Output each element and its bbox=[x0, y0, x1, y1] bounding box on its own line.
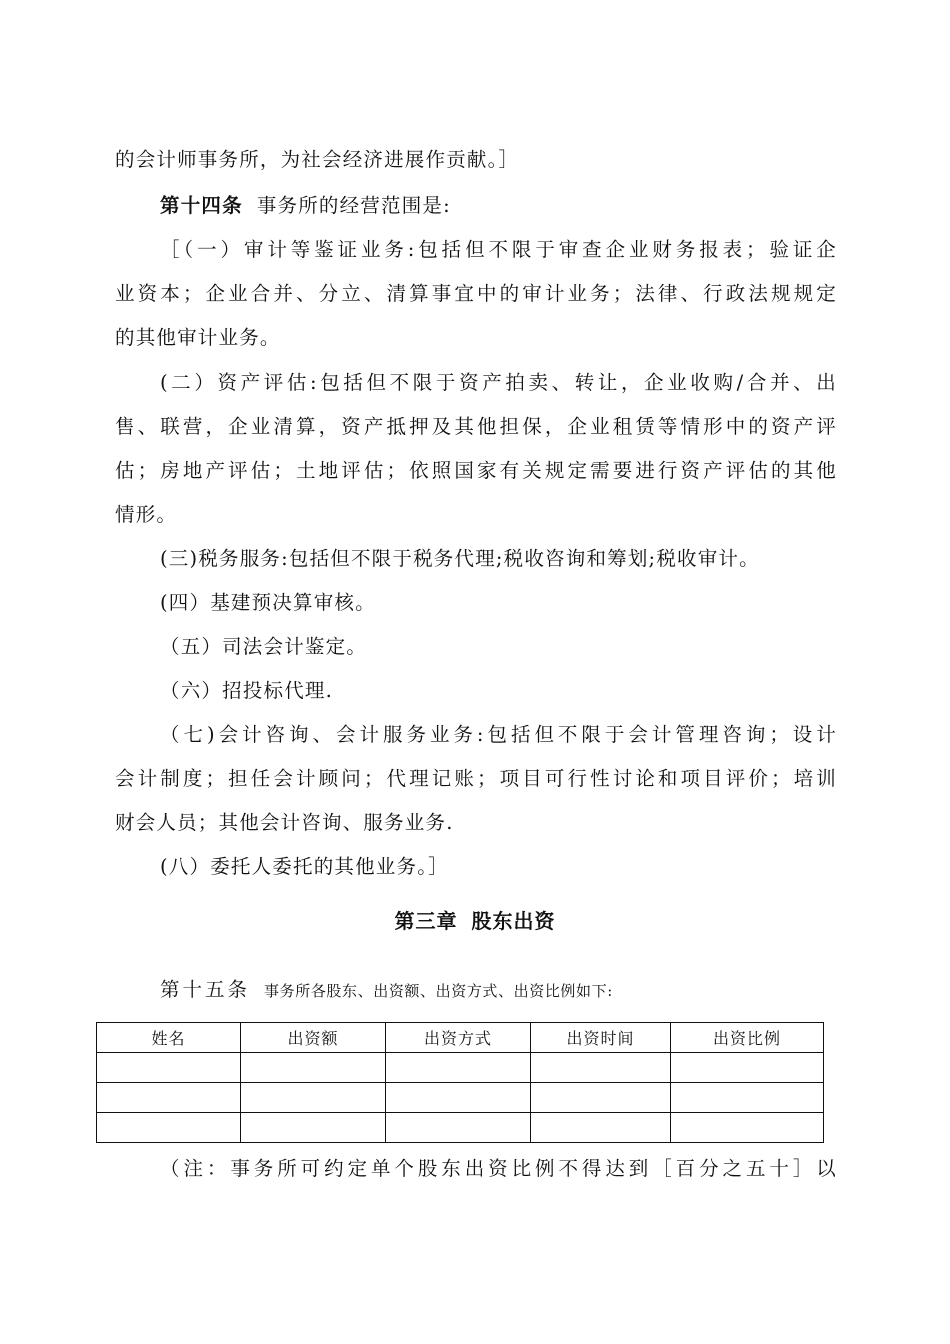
item-2-line-2: 售、联营，企业清算，资产抵押及其他担保，企业租赁等情形中的资产评 bbox=[115, 415, 837, 438]
item-2-line-1: (二）资产评估:包括但不限于资产拍卖、转让，企业收购/合并、出 bbox=[160, 371, 837, 394]
table-row bbox=[97, 1053, 824, 1083]
item-2-line-4: 情形。 bbox=[115, 503, 178, 526]
table-cell bbox=[241, 1053, 386, 1083]
table-cell bbox=[241, 1083, 386, 1113]
item-7-line-1: （七)会计咨询、会计服务业务:包括但不限于会计管理咨询；设计 bbox=[160, 723, 837, 746]
item-1-line-3: 的其他审计业务。 bbox=[115, 326, 281, 349]
table-cell bbox=[97, 1113, 241, 1143]
item-1-line-2: 业资本；企业合并、分立、清算事宜中的审计业务；法律、行政法规规定 bbox=[115, 282, 837, 305]
table-row bbox=[97, 1083, 824, 1113]
item-5: （五）司法会计鉴定。 bbox=[160, 635, 368, 658]
table-cell bbox=[531, 1113, 671, 1143]
table-cell bbox=[97, 1053, 241, 1083]
header-name: 姓名 bbox=[97, 1023, 241, 1053]
item-4: (四）基建预决算审核。 bbox=[160, 591, 376, 614]
article-14 bbox=[160, 193, 837, 219]
article-14-body: 事务所的经营范围是: bbox=[256, 194, 451, 217]
table-row bbox=[97, 1113, 824, 1143]
item-6: （六）招投标代理. bbox=[160, 679, 333, 702]
table-cell bbox=[386, 1083, 531, 1113]
table-cell bbox=[671, 1113, 824, 1143]
item-7-line-2: 会计制度；担任会计顾问；代理记账；项目可行性讨论和项目评价；培训 bbox=[115, 767, 837, 790]
paragraph-continuation: 的会计师事务所，为社会经济进展作贡献。］ bbox=[115, 148, 520, 171]
shareholder-table bbox=[96, 1022, 824, 1143]
table-note: （注：事务所可约定单个股东出资比例不得达到［百分之五十］以 bbox=[160, 1157, 837, 1180]
table-cell bbox=[386, 1053, 531, 1083]
item-2-line-3: 估；房地产评估；土地评估；依照国家有关规定需要进行资产评估的其他 bbox=[115, 459, 837, 482]
table-header-row bbox=[97, 1023, 824, 1053]
header-ratio: 出资比例 bbox=[671, 1023, 824, 1053]
header-amount: 出资额 bbox=[241, 1023, 386, 1053]
item-8: (八）委托人委托的其他业务。］ bbox=[160, 855, 449, 878]
item-7-line-3: 财会人员；其他会计咨询、服务业务. bbox=[115, 811, 454, 834]
header-method: 出资方式 bbox=[386, 1023, 531, 1053]
item-1-line-1: ［（一）审计等鉴证业务:包括但不限于审查企业财务报表；验证企 bbox=[160, 238, 837, 261]
article-14-heading: 第十四条 bbox=[160, 194, 243, 217]
header-time: 出资时间 bbox=[531, 1023, 671, 1053]
article-15-heading: 第十五条 bbox=[160, 978, 251, 1001]
table-cell bbox=[386, 1113, 531, 1143]
table-cell bbox=[671, 1083, 824, 1113]
article-15-body: 事务所各股东、出资额、出资方式、出资比例如下: bbox=[264, 982, 613, 1000]
table-cell bbox=[97, 1083, 241, 1113]
chapter-3-number: 第三章 bbox=[394, 909, 458, 933]
article-15 bbox=[160, 977, 837, 1004]
item-3: (三)税务服务:包括但不限于税务代理;税收咨询和筹划;税收审计。 bbox=[160, 547, 760, 570]
table-cell bbox=[531, 1083, 671, 1113]
table-cell bbox=[241, 1113, 386, 1143]
chapter-3-title: 股东出资 bbox=[471, 909, 556, 933]
table-cell bbox=[531, 1053, 671, 1083]
table-cell bbox=[671, 1053, 824, 1083]
chapter-3-heading bbox=[0, 905, 950, 934]
